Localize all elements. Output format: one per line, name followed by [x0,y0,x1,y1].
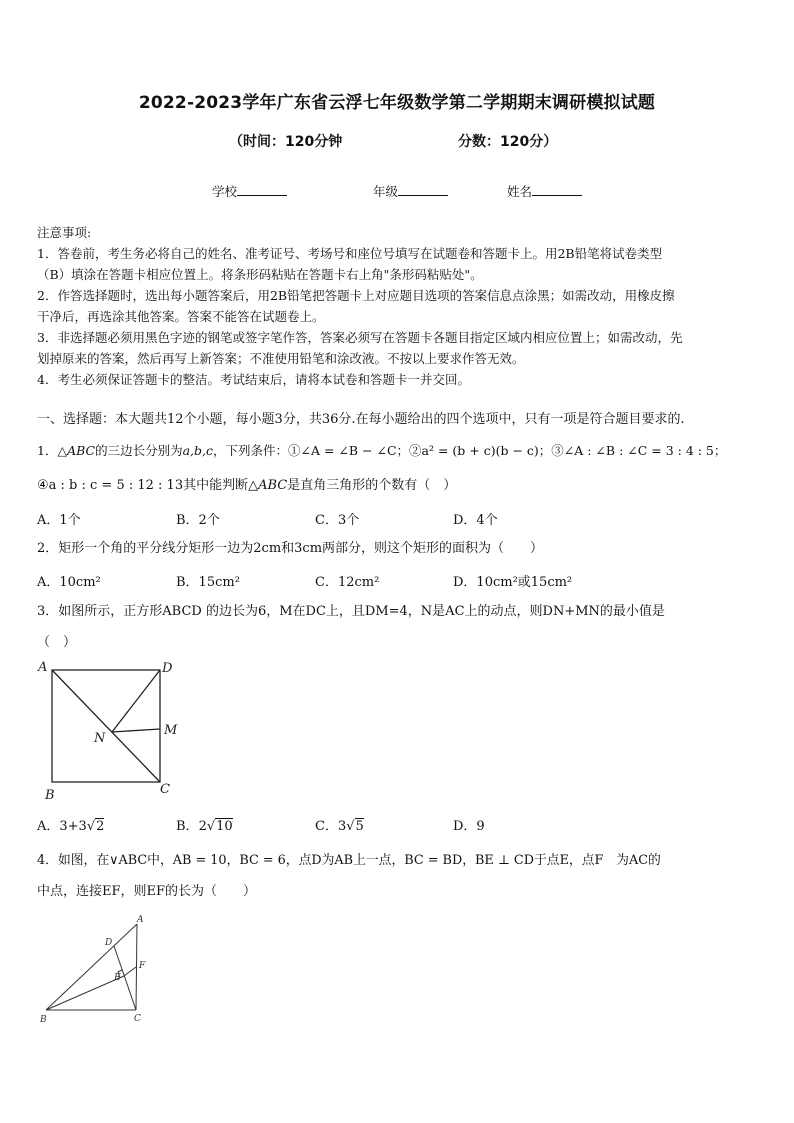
note-line: 干净后，再选涂其他答案。答案不能答在试题卷上。 [37,309,325,324]
q2-option-d[interactable]: D．10cm²或15cm² [453,575,573,590]
q2-option-a[interactable]: A．10cm² [37,575,101,590]
q1-sides: a,b,c [182,443,213,458]
label-b: B [40,1015,47,1025]
q3-option-a-prefix: A． [37,819,60,834]
q3-option-b-prefix: B． [176,819,199,834]
grade-field [373,182,448,200]
exam-time: （时间：120分钟 [229,134,343,150]
q3-option-b[interactable]: B．2√10 [176,819,233,834]
note-line: （B）填涂在答题卡相应位置上。将条形码粘贴在答题卡右上角"条形码粘贴处"。 [37,267,483,282]
grade-label: 年级 [373,184,399,199]
notes-heading: 注意事项: [37,225,92,240]
question-4-line1: 4．如图，在∨ABC中，AB = 10，BC = 6，点D为AB上一点，BC = BD，BE ⊥ CD于点E，点F 为AC的 [37,853,661,868]
q1-option-a[interactable]: A．1个 [37,513,81,528]
note-line: 4．考生必须保证答题卡的整洁。考试结束后，请将本试卷和答题卡一并交回。 [37,372,470,387]
segment-be [46,976,124,1010]
q1-option-c[interactable]: C．3个 [315,513,360,528]
label-b: B [45,788,55,803]
label-a: A [38,660,48,675]
name-blank [532,183,582,196]
q2-option-b[interactable]: B．15cm² [176,575,240,590]
q3-option-a-root: 2 [96,819,105,834]
q1-question: 是直角三角形的个数有（ ） [287,478,457,493]
exam-score: 分数：120分） [458,134,558,150]
segment-nm [112,729,160,732]
q1-option-d[interactable]: D．4个 [453,513,498,528]
notes-block [37,222,759,390]
q3-option-c-coef: 3 [337,819,347,834]
q3-option-c[interactable]: C．3√5 [315,819,364,834]
q1-number: 1． [37,443,58,458]
question-1-line2 [37,476,767,496]
segment-ca [136,924,137,1010]
label-m: M [164,723,178,738]
label-c: C [134,1014,141,1024]
label-d: D [162,661,173,676]
q3-option-a[interactable]: A．3+3√2 [37,819,105,834]
school-blank [237,183,287,196]
label-f: F [139,961,146,971]
section-heading: 一、选择题：本大题共12个小题，每小题3分，共36分.在每小题给出的四个选项中，只有一项是符合题目要求的. [37,412,685,427]
q1-option-b[interactable]: B．2个 [176,513,220,528]
q3-option-b-root: 10 [216,819,233,834]
question-4-line2: 中点，连接EF，则EF的长为（ ） [37,884,257,899]
label-e: E [114,973,121,983]
question-2: 2．矩形一个角的平分线分矩形一边为2cm和3cm两部分，则这个矩形的面积为（ ） [37,541,544,556]
page-title: 2022-2023学年广东省云浮七年级数学第二学期期末调研模拟试题 [138,93,656,113]
note-line: 2．作答选择题时，选出每小题答案后，用2B铅笔把答题卡上对应题目选项的答案信息点涂黑；如需改动，用橡皮擦 [37,288,675,303]
segment-ef [124,967,136,976]
q3-option-c-root: 5 [355,819,364,834]
segment-ba [46,924,137,1010]
q3-option-b-coef: 2 [198,819,207,834]
school-label: 学校 [212,184,238,199]
question-3: 3．如图所示，正方形ABCD 的边长为6，M在DC上，且DM=4，N是AC上的动点，则DN+MN的最小值是 [37,604,665,619]
school-field [212,182,287,200]
grade-blank [398,183,448,196]
question-3-paren: （ ） [37,635,77,650]
name-label: 姓名 [507,184,533,199]
note-line: 划掉原来的答案，然后再写上新答案；不准使用铅笔和涂改液。不按以上要求作答无效。 [37,351,525,366]
segment-dn [112,670,160,732]
q3-option-d[interactable]: D．9 [453,819,485,834]
label-c: C [160,782,170,797]
triangle-figure [36,910,166,1030]
q1-text-2: 其中能判断 [183,478,249,493]
q1-triangle-2: △ABC [248,478,288,493]
name-field [507,182,582,200]
q1-condition-4: ④a : b : c = 5 : 12 : 13 [37,478,184,493]
label-n: N [94,731,106,746]
q1-triangle: △ABC [57,443,96,458]
question-1-line1 [37,441,767,461]
note-line: 3．非选择题必须用黑色字迹的钢笔或签字笔作答，答案必须写在答题卡各题目指定区域内相应位置上；如需改动，先 [37,330,683,345]
q3-option-c-prefix: C． [315,819,338,834]
q1-text: 的三边长分别为 [95,443,183,458]
square-figure [36,658,186,803]
q1-conditions: ，下列条件：①∠A = ∠B − ∠C；②a² = (b + c)(b − c)；③∠A : ∠B : ∠C = 3 : 4 : 5； [213,443,727,458]
label-d: D [105,938,113,948]
diagonal-ac [52,670,160,782]
label-a: A [137,915,144,925]
note-line: 1．答卷前，考生务必将自己的姓名、准考证号、考场号和座位号填写在试题卷和答题卡上。用2B铅笔将试卷类型 [37,246,663,261]
q2-option-c[interactable]: C．12cm² [315,575,380,590]
q3-option-a-coef: 3+3 [59,819,87,834]
